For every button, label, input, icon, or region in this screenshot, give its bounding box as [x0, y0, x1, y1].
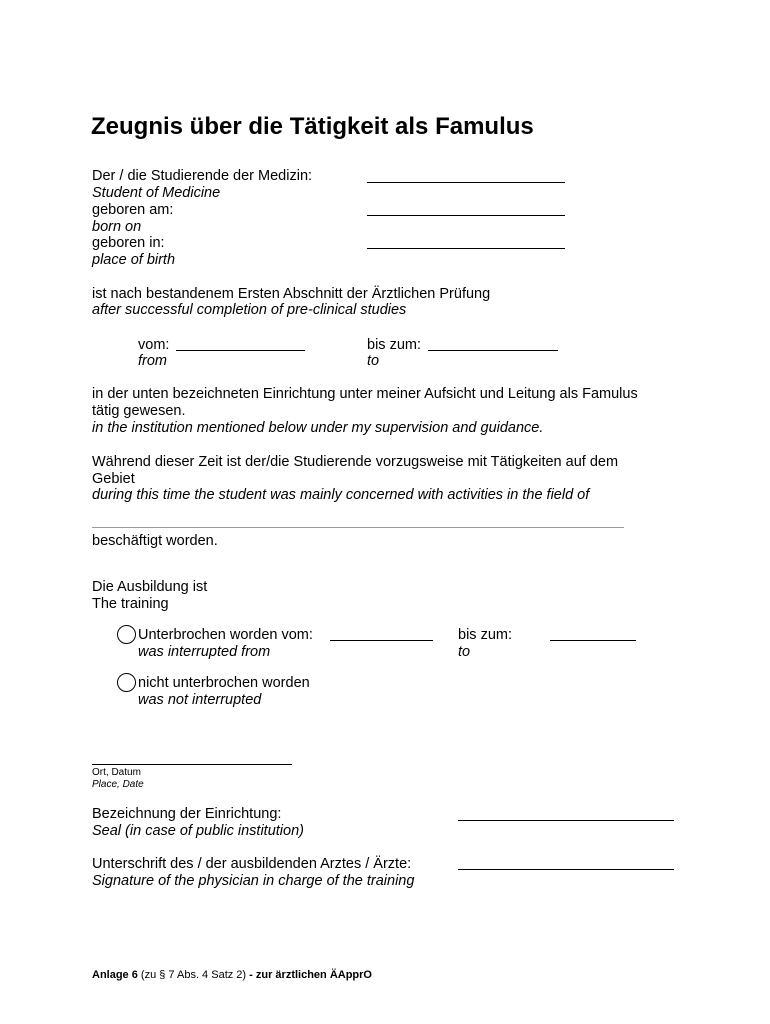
institution-text-1: in der unten bezeichneten Einrichtung unter meiner Aufsicht und Leitung als Famulus	[92, 386, 638, 402]
activities-text-1: Während dieser Zeit ist der/die Studierende vorzugsweise mit Tätigkeiten auf dem	[92, 454, 619, 470]
not-interrupted-radio[interactable]	[117, 673, 136, 692]
footer-reference: (zu § 7 Abs. 4 Satz 2)	[137, 969, 250, 981]
born-in-field[interactable]	[367, 248, 565, 249]
from-date-field[interactable]	[176, 350, 305, 351]
interrupted-to-field[interactable]	[550, 640, 636, 641]
seal-label: Bezeichnung der Einrichtung:	[92, 806, 282, 822]
born-on-label-en: born on	[92, 219, 142, 235]
signature-field[interactable]	[458, 869, 674, 870]
training-label-en: The training	[92, 596, 169, 612]
not-interrupted-label-en: was not interrupted	[138, 692, 262, 708]
to-label: bis zum:	[367, 337, 421, 353]
place-date-field[interactable]	[92, 764, 292, 765]
interrupted-radio[interactable]	[117, 625, 136, 644]
signature-label-en: Signature of the physician in charge of the training	[92, 873, 415, 889]
to-label-en: to	[367, 353, 380, 369]
to-date-field[interactable]	[428, 350, 558, 351]
born-on-label: geboren am:	[92, 202, 174, 218]
page-title: Zeugnis über die Tätigkeit als Famulus	[91, 113, 534, 140]
completion-text: ist nach bestandenem Ersten Abschnitt der Ärztlichen Prüfung	[92, 286, 491, 302]
student-name-field[interactable]	[367, 182, 565, 183]
institution-text-en: in the institution mentioned below under my supervision and guidance.	[92, 420, 544, 436]
footer-note	[92, 969, 372, 982]
activities-text-2: Gebiet	[92, 471, 135, 487]
signature-label: Unterschrift des / der ausbildenden Arztes / Ärzte:	[92, 856, 412, 872]
training-label: Die Ausbildung ist	[92, 579, 208, 595]
institution-text-2: tätig gewesen.	[92, 403, 186, 419]
born-on-field[interactable]	[367, 215, 565, 216]
from-label-en: from	[138, 353, 167, 369]
seal-label-en: Seal (in case of public institution)	[92, 823, 304, 839]
student-label-en: Student of Medicine	[92, 185, 221, 201]
interrupted-label: Unterbrochen worden vom:	[138, 627, 313, 643]
footer-annex: Anlage 6	[92, 969, 138, 981]
employed-text: beschäftigt worden.	[92, 533, 218, 549]
born-in-label: geboren in:	[92, 235, 165, 251]
from-label: vom:	[138, 337, 170, 353]
interrupted-label-en: was interrupted from	[138, 644, 271, 660]
activities-text-en: during this time the student was mainly concerned with activities in the field of	[92, 487, 590, 503]
not-interrupted-label: nicht unterbrochen worden	[138, 675, 310, 691]
interrupted-to-label: bis zum:	[458, 627, 512, 643]
interrupted-from-field[interactable]	[330, 640, 433, 641]
completion-text-en: after successful completion of pre-clinical studies	[92, 302, 407, 318]
born-in-label-en: place of birth	[92, 252, 176, 268]
seal-field[interactable]	[458, 820, 674, 821]
place-date-label-en: Place, Date	[92, 779, 144, 790]
place-date-label: Ort, Datum	[92, 767, 141, 778]
student-label: Der / die Studierende der Medizin:	[92, 168, 313, 184]
field-of-activity-field[interactable]	[92, 527, 624, 528]
interrupted-to-label-en: to	[458, 644, 471, 660]
footer-regulation: - zur ärztlichen ÄApprO	[249, 969, 372, 981]
